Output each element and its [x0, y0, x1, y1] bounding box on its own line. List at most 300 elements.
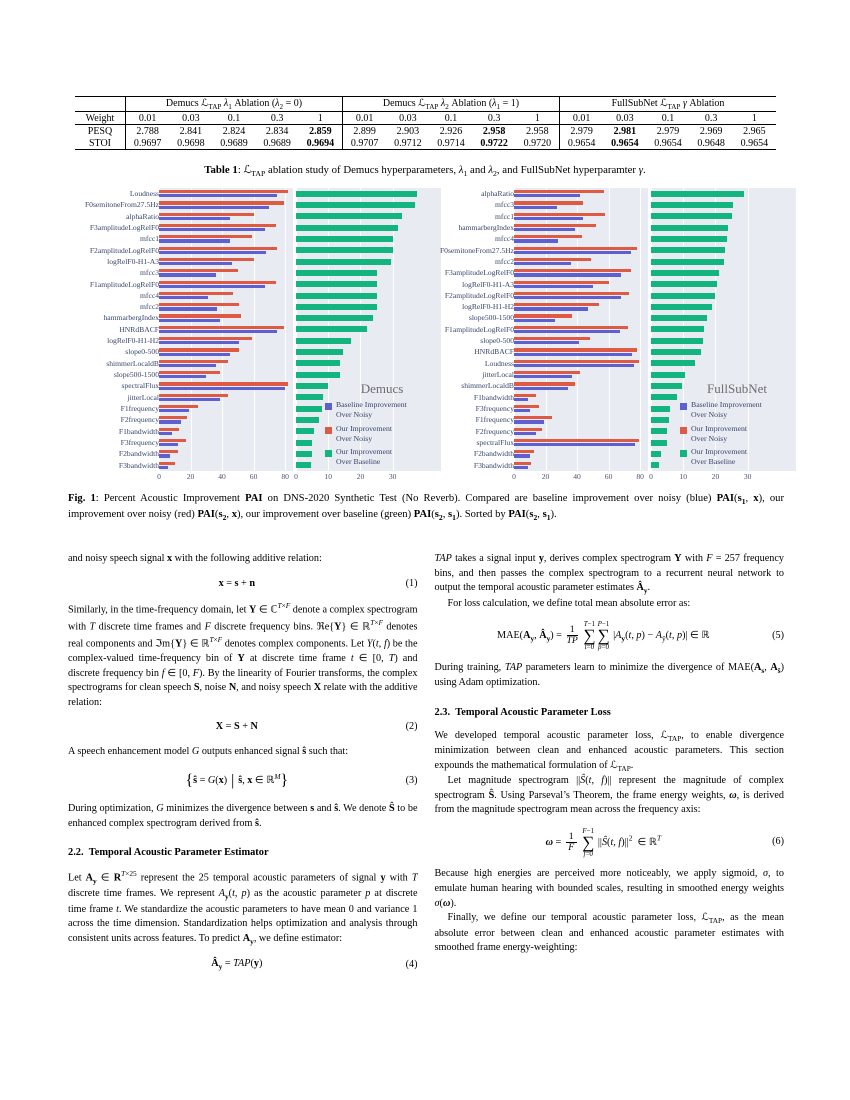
- y-axis-labels: [439, 188, 514, 471]
- y-axis-label: F3bandwidth: [473, 460, 514, 470]
- y-axis-label: F0semitoneFrom27.5Hz: [439, 245, 514, 255]
- x-axis: [514, 471, 648, 484]
- table-metric-value: 0.9689: [220, 137, 248, 149]
- bar-row: [514, 199, 648, 210]
- y-axis-label: logRelF0-H1-A3: [107, 256, 159, 266]
- bar-row: [159, 290, 293, 301]
- bar-row: [651, 346, 796, 357]
- bar-row: [651, 211, 796, 222]
- bar-baseline-over-noisy: [159, 206, 269, 209]
- paragraph: TAP takes a signal input y, derives complex spectrogram Y with F = 257 frequency bins, and then passes the complex spectrogram to a recurrent neural network to output the temporal acoustic parameter estimates $Â_y$.: [434, 553, 784, 596]
- bar-row: [514, 403, 648, 414]
- bar-row: [296, 358, 441, 369]
- bar-baseline-over-noisy: [159, 353, 230, 356]
- bar-row: [159, 211, 293, 222]
- bar-our-over-baseline: [296, 202, 415, 208]
- bar-our-over-noisy: [514, 235, 582, 238]
- bar-our-over-noisy: [159, 337, 252, 340]
- bar-row: [651, 256, 796, 267]
- bar-our-over-noisy: [159, 247, 277, 250]
- bar-row: [296, 312, 441, 323]
- legend-label: Our Improvement Over Baseline: [691, 446, 748, 466]
- bar-baseline-over-noisy: [159, 341, 239, 344]
- y-axis-labels: [84, 188, 159, 471]
- bar-our-over-baseline: [651, 383, 682, 389]
- table-metric-label: PESQ: [87, 125, 113, 137]
- table-weight-value: 0.01: [560, 112, 604, 125]
- bar-our-over-baseline: [296, 304, 377, 310]
- bar-row: [296, 267, 441, 278]
- table-weight-value: 0.1: [646, 112, 689, 125]
- table-metric-label: STOI: [88, 137, 112, 149]
- bar-our-over-noisy: [514, 258, 591, 261]
- bar-row: [159, 301, 293, 312]
- bar-row: [159, 188, 293, 199]
- bar-baseline-over-noisy: [514, 409, 530, 412]
- bar-our-over-baseline: [296, 213, 402, 219]
- bar-our-over-baseline: [651, 281, 717, 287]
- bar-row: [159, 245, 293, 256]
- bar-row: [651, 358, 796, 369]
- x-tick-label: 30: [743, 472, 752, 481]
- bar-row: [159, 414, 293, 425]
- bar-row: [296, 188, 441, 199]
- y-axis-label: Loudness: [484, 358, 514, 368]
- x-tick-label: 20: [356, 472, 365, 481]
- bar-our-over-noisy: [514, 439, 639, 442]
- table-weight-value: 0.1: [429, 112, 472, 125]
- bar-our-over-noisy: [514, 269, 631, 272]
- bar-row: [514, 222, 648, 233]
- bar-our-over-baseline: [296, 259, 391, 265]
- bar-row: [514, 358, 648, 369]
- x-axis: [296, 471, 441, 484]
- bar-row: [514, 426, 648, 437]
- bar-our-over-baseline: [296, 326, 367, 332]
- table-metric-row: [75, 125, 776, 138]
- y-axis-label: spectralFlux: [476, 437, 514, 447]
- bar-our-over-noisy: [159, 292, 233, 295]
- bar-our-over-baseline: [296, 394, 323, 400]
- legend: [680, 381, 794, 467]
- x-tick-label: 60: [249, 472, 258, 481]
- bar-row: [159, 256, 293, 267]
- bar-row: [514, 188, 648, 199]
- legend-entry: [325, 400, 439, 420]
- table-metric-value: 2.903: [396, 125, 420, 137]
- legend: [325, 381, 439, 467]
- table-metric-value: 0.9689: [263, 137, 291, 149]
- bar-row: [159, 403, 293, 414]
- bar-our-over-baseline: [651, 225, 728, 231]
- bar-our-over-noisy: [514, 201, 583, 204]
- bar-our-over-baseline: [296, 315, 373, 321]
- table-metric-value: 0.9707: [343, 137, 387, 150]
- bar-baseline-over-noisy: [159, 194, 277, 197]
- x-tick-label: 0: [294, 472, 298, 481]
- equation-number: (1): [405, 577, 418, 589]
- y-axis-label: F1frequency: [475, 415, 514, 425]
- bar-our-over-baseline: [296, 270, 377, 276]
- bar-baseline-over-noisy: [514, 206, 557, 209]
- equation: [68, 720, 418, 735]
- section-heading: 2.3. Temporal Acoustic Parameter Loss: [434, 706, 611, 718]
- bar-row: [514, 211, 648, 222]
- table-metric-value: 0.9722: [480, 137, 508, 149]
- y-axis-label: slope0-500: [480, 336, 514, 346]
- equation-number: (4): [405, 958, 418, 970]
- bar-row: [296, 346, 441, 357]
- bar-row: [514, 460, 648, 471]
- bar-baseline-over-noisy: [159, 262, 232, 265]
- y-axis-label: logRelF0-H1-H2: [107, 336, 159, 346]
- bar-our-over-noisy: [159, 303, 239, 306]
- bar-row: [651, 324, 796, 335]
- bar-baseline-over-noisy: [159, 443, 178, 446]
- bar-row: [159, 335, 293, 346]
- bar-baseline-over-noisy: [159, 409, 189, 412]
- bar-our-over-baseline: [296, 247, 393, 253]
- y-axis-label: alphaRatio: [481, 189, 514, 198]
- bar-baseline-over-noisy: [514, 251, 631, 254]
- bar-row: [651, 301, 796, 312]
- x-axis: [159, 471, 293, 484]
- y-axis-label: mfcc1: [140, 234, 159, 244]
- paragraph: During optimization, G minimizes the divergence between s and ŝ. We denote Ŝ to be enhanced complex spectrogram derived from ŝ.: [68, 803, 418, 829]
- bar-our-over-baseline: [651, 440, 667, 446]
- bar-our-over-baseline: [296, 360, 340, 366]
- y-axis-label: logRelF0-H1-H2: [462, 302, 514, 312]
- table-metric-value: 2.926: [439, 125, 463, 137]
- x-tick-label: 20: [541, 472, 550, 481]
- bar-baseline-over-noisy: [159, 432, 172, 435]
- left-column: [68, 552, 418, 983]
- figure-caption: Fig. 1: Percent Acoustic Improvement PAI on DNS-2020 Synthetic Test (No Reverb). Compared are baseline improvement over noisy (blue) $PAI(s_1$, x), our improvement over noisy (red) $PAI(s_2$, x), our improvement over baseline (green) $PAI(s_2$, $s_1$). Sorted by $PAI(s_2$, $s_1$).: [68, 493, 784, 523]
- bar-row: [651, 369, 796, 380]
- x-tick-label: 0: [157, 472, 161, 481]
- bar-our-over-baseline: [651, 428, 667, 434]
- equation-number: (2): [405, 721, 418, 733]
- bar-baseline-over-noisy: [514, 194, 580, 197]
- bar-our-over-baseline: [296, 428, 314, 434]
- bar-row: [514, 279, 648, 290]
- y-axis-label: alphaRatio: [126, 211, 159, 221]
- chart-fullsubnet: [439, 188, 796, 481]
- bar-our-over-noisy: [514, 428, 542, 431]
- bar-our-over-noisy: [159, 348, 239, 351]
- bar-our-over-baseline: [651, 247, 725, 253]
- noisy-improvement-panel: [157, 188, 293, 481]
- bar-our-over-noisy: [514, 326, 628, 329]
- bar-row: [296, 256, 441, 267]
- table-weight-value: 0.3: [473, 112, 516, 125]
- table-metric-value: 2.979: [560, 125, 604, 138]
- bar-baseline-over-noisy: [514, 262, 571, 265]
- bar-baseline-over-noisy: [159, 375, 206, 378]
- bar-our-over-baseline: [296, 451, 312, 457]
- equation: [68, 577, 418, 592]
- x-tick-label: 0: [649, 472, 653, 481]
- bar-our-over-noisy: [514, 314, 572, 317]
- bar-baseline-over-noisy: [159, 319, 220, 322]
- y-axis-label: logRelF0-H1-A3: [462, 279, 514, 289]
- table-metric-value: 2.859: [309, 125, 332, 137]
- equation-body: x = s + n: [218, 577, 256, 589]
- bar-our-over-baseline: [651, 315, 707, 321]
- bar-our-over-baseline: [296, 191, 417, 197]
- paragraph: Let $A_y$ ∈ $R^{T\times 25}$ represent the 25 temporal acoustic parameters of signal y with T discrete time frames. We represent $A_y(t$, p) as the acoustic parameter p at discrete time frame t. We standardize the acoustic parameters to have mean 0 and variance 1 across the time dimension. Standardization helps optimization and analysis through consistent units across features. To predict $A_y$, we define estimator:: [68, 869, 418, 946]
- bar-our-over-noisy: [159, 269, 238, 272]
- bar-baseline-over-noisy: [514, 353, 632, 356]
- bar-row: [159, 312, 293, 323]
- ablation-table: [75, 96, 776, 150]
- bar-row: [159, 222, 293, 233]
- bar-row: [159, 380, 293, 391]
- table-metric-value: 0.9694: [306, 137, 335, 149]
- bar-row: [651, 279, 796, 290]
- y-axis-label: F2frequency: [120, 415, 159, 425]
- bar-our-over-baseline: [296, 440, 312, 446]
- y-axis-label: F2amplitudeLogRelF0: [444, 290, 514, 300]
- table-weight-value: 0.1: [212, 112, 255, 125]
- y-axis-label: mfcc4: [495, 234, 514, 244]
- bar-our-over-noisy: [159, 462, 175, 465]
- bar-our-over-noisy: [514, 337, 590, 340]
- bar-row: [651, 335, 796, 346]
- paragraph: Let magnitude spectrogram ||Ŝ(t, f)|| represent the magnitude of complex spectrogram Ŝ. Using Parseval’s Theorem, the frame energy weights, ω, is derived from the magnitude spectrogram mean across the frequency axis:: [434, 775, 784, 816]
- bar-row: [651, 199, 796, 210]
- y-axis-label: F0semitoneFrom27.5Hz: [84, 200, 159, 210]
- table-metric-value: 2.958: [482, 125, 506, 137]
- bar-our-over-noisy: [514, 450, 534, 453]
- x-tick-label: 10: [679, 472, 688, 481]
- bar-our-over-noisy: [514, 348, 637, 351]
- table-metric-value: 0.9654: [654, 137, 682, 149]
- legend-swatch: [325, 403, 332, 410]
- bar-row: [159, 460, 293, 471]
- x-tick-label: 20: [711, 472, 720, 481]
- legend-entry: [325, 447, 439, 467]
- bar-baseline-over-noisy: [514, 319, 555, 322]
- bar-our-over-baseline: [296, 417, 319, 423]
- table-metric-value: 2.841: [179, 125, 203, 137]
- bar-our-over-noisy: [514, 360, 639, 363]
- bar-baseline-over-noisy: [159, 285, 265, 288]
- bar-row: [514, 437, 648, 448]
- table-metric-value: 0.9714: [437, 137, 465, 149]
- bar-our-over-noisy: [514, 190, 604, 193]
- table-weight-value: 1: [299, 112, 343, 125]
- bar-row: [514, 380, 648, 391]
- bar-baseline-over-noisy: [159, 330, 277, 333]
- baseline-improvement-panel: [294, 188, 441, 481]
- bar-row: [514, 335, 648, 346]
- x-tick-label: 40: [218, 472, 226, 481]
- table-metric-value: 0.9654: [611, 137, 639, 149]
- x-tick-label: 10: [324, 472, 333, 481]
- y-axis-label: Loudness: [129, 189, 159, 198]
- legend-swatch: [680, 427, 687, 434]
- equation: [68, 770, 418, 793]
- ablation-table-grid: [75, 96, 776, 150]
- bar-baseline-over-noisy: [159, 398, 220, 401]
- bar-baseline-over-noisy: [159, 307, 217, 310]
- table-metric-row: [75, 137, 776, 150]
- y-axis-label: slope500-1500: [468, 313, 514, 323]
- legend-title: FullSubNet: [707, 381, 767, 397]
- bar-our-over-noisy: [514, 462, 531, 465]
- equation-number: (5): [772, 629, 784, 641]
- bar-row: [296, 290, 441, 301]
- y-axis-label: F3amplitudeLogRelF0: [89, 222, 159, 232]
- bar-row: [514, 267, 648, 278]
- bar-our-over-baseline: [651, 213, 732, 219]
- legend-title: Demucs: [360, 381, 404, 397]
- bar-our-over-baseline: [296, 236, 393, 242]
- bar-baseline-over-noisy: [159, 296, 208, 299]
- table-weight-value: 0.01: [126, 112, 170, 125]
- bar-our-over-baseline: [651, 394, 677, 400]
- legend-swatch: [325, 450, 332, 457]
- bar-our-over-noisy: [514, 213, 605, 216]
- bar-baseline-over-noisy: [514, 454, 530, 457]
- paragraph: Finally, we define our temporal acoustic parameter loss, ℒ$_{TAP}$, as the mean absolute error between clean and enhanced acoustic parameter estimates with smoothed frame energy-weighting:: [434, 912, 784, 954]
- table-weight-row: [75, 112, 776, 125]
- baseline-improvement-panel: [649, 188, 796, 481]
- bar-our-over-noisy: [514, 371, 580, 374]
- y-axis-label: mfcc1: [495, 211, 514, 221]
- y-axis-label: F1amplitudeLogRelF0: [444, 324, 514, 334]
- y-axis-label: mfcc2: [495, 256, 514, 266]
- y-axis-label: HNRdBACF: [119, 324, 159, 334]
- bar-our-over-noisy: [514, 416, 552, 419]
- bar-our-over-noisy: [159, 314, 241, 317]
- legend-swatch: [325, 427, 332, 434]
- bar-our-over-baseline: [651, 406, 670, 412]
- y-axis-label: slope0-500: [125, 347, 159, 357]
- bar-our-over-baseline: [296, 293, 377, 299]
- bar-our-over-baseline: [651, 349, 701, 355]
- y-axis-label: F2amplitudeLogRelF0: [89, 245, 159, 255]
- bar-our-over-noisy: [159, 450, 178, 453]
- y-axis-label: spectralFlux: [121, 381, 159, 391]
- bar-our-over-baseline: [651, 202, 733, 208]
- y-axis-label: F3frequency: [120, 437, 159, 447]
- bar-our-over-noisy: [159, 190, 288, 193]
- bar-our-over-noisy: [514, 281, 609, 284]
- bar-row: [514, 369, 648, 380]
- table-metric-value: 0.9712: [394, 137, 422, 149]
- bar-row: [514, 290, 648, 301]
- table-metric-value: 0.9654: [560, 137, 604, 150]
- table-group-header: Demucs ℒ$_{TAP}$ $\lambda_2$ Ablation $(\lambda_1 = 1)$: [343, 97, 560, 112]
- bar-our-over-noisy: [159, 224, 276, 227]
- equation-number: (3): [405, 774, 418, 786]
- legend-swatch: [680, 403, 687, 410]
- table-metric-value: 2.969: [699, 125, 723, 137]
- bar-row: [296, 324, 441, 335]
- y-axis-label: slope500-1500: [113, 370, 159, 379]
- bar-our-over-noisy: [514, 247, 637, 250]
- y-axis-label: F1amplitudeLogRelF0: [89, 279, 159, 289]
- bar-baseline-over-noisy: [514, 375, 572, 378]
- paragraph: A speech enhancement model G outputs enhanced signal ŝ such that:: [68, 745, 349, 757]
- bar-our-over-baseline: [651, 417, 669, 423]
- y-axis-label: F2bandwidth: [118, 449, 159, 459]
- table-weight-value: 0.3: [690, 112, 733, 125]
- bar-baseline-over-noisy: [159, 420, 181, 423]
- y-axis-label: jitterLocal: [482, 370, 514, 379]
- y-axis-label: HNRdBACF: [474, 347, 514, 357]
- bar-row: [651, 290, 796, 301]
- y-axis-label: mfcc3: [495, 200, 514, 210]
- bar-our-over-baseline: [296, 281, 377, 287]
- y-axis-label: mfcc2: [140, 302, 159, 312]
- paragraph: Because high energies are perceived more noticeably, we apply sigmoid, σ, to emulate human hearing with bounded scales, resulting in smoothed energy weights σ(ω).: [434, 868, 784, 909]
- bar-our-over-baseline: [651, 304, 712, 310]
- bar-our-over-noisy: [159, 281, 276, 284]
- bar-our-over-baseline: [296, 338, 351, 344]
- bar-baseline-over-noisy: [514, 330, 620, 333]
- bar-row: [514, 392, 648, 403]
- bar-baseline-over-noisy: [159, 251, 266, 254]
- bar-baseline-over-noisy: [159, 387, 285, 390]
- bar-baseline-over-noisy: [514, 239, 558, 242]
- bar-baseline-over-noisy: [514, 341, 579, 344]
- bar-row: [159, 369, 293, 380]
- bar-baseline-over-noisy: [514, 466, 528, 469]
- table-metric-value: 2.981: [613, 125, 637, 137]
- y-axis-label: F3frequency: [475, 403, 514, 413]
- legend-label: Baseline Improvement Over Noisy: [336, 400, 407, 420]
- x-tick-label: 80: [281, 472, 289, 481]
- legend-label: Baseline Improvement Over Noisy: [691, 400, 762, 420]
- table-caption: Table 1: ℒ$_{TAP}$ ablation study of Demucs hyperparameters, $\lambda_1$ and $\lambda_2$, and FullSubNet hyperparamter γ.: [204, 164, 646, 179]
- y-axis-label: F3amplitudeLogRelF0: [444, 268, 514, 278]
- y-axis-label: mfcc3: [140, 268, 159, 278]
- bar-our-over-noisy: [159, 382, 288, 385]
- bar-row: [159, 233, 293, 244]
- bar-our-over-baseline: [651, 451, 661, 457]
- bar-row: [514, 233, 648, 244]
- legend-entry: [325, 424, 439, 444]
- y-axis-label: mfcc4: [140, 290, 159, 300]
- bar-our-over-baseline: [296, 372, 340, 378]
- bar-our-over-noisy: [159, 439, 186, 442]
- right-column: [435, 552, 785, 983]
- noisy-improvement-panel: [512, 188, 648, 481]
- bar-row: [651, 233, 796, 244]
- equation-body: $MAE(A_y$, $Â_y$) = $\frac{1}{TP}$ T−1 ∑ t=0 P−1 ∑ p=0 $|A_y(t$, $p) - A_ŷ(t$, p)| ∈ ℝ: [497, 620, 710, 652]
- bar-row: [296, 301, 441, 312]
- bar-row: [514, 312, 648, 323]
- equation-body: $Â_y = TAP(y)$: [211, 958, 263, 972]
- x-tick-label: 80: [636, 472, 644, 481]
- bar-row: [651, 312, 796, 323]
- bar-baseline-over-noisy: [514, 296, 621, 299]
- table-metric-value: 2.834: [265, 125, 289, 137]
- bar-row: [514, 301, 648, 312]
- bar-our-over-baseline: [651, 326, 704, 332]
- bar-our-over-noisy: [159, 235, 252, 238]
- bar-row: [651, 188, 796, 199]
- bar-row: [159, 426, 293, 437]
- bar-baseline-over-noisy: [159, 364, 216, 367]
- bar-row: [159, 437, 293, 448]
- y-axis-label: hammarbergIndex: [103, 313, 159, 323]
- bar-baseline-over-noisy: [514, 443, 635, 446]
- equation-body: X = S + N: [215, 721, 258, 733]
